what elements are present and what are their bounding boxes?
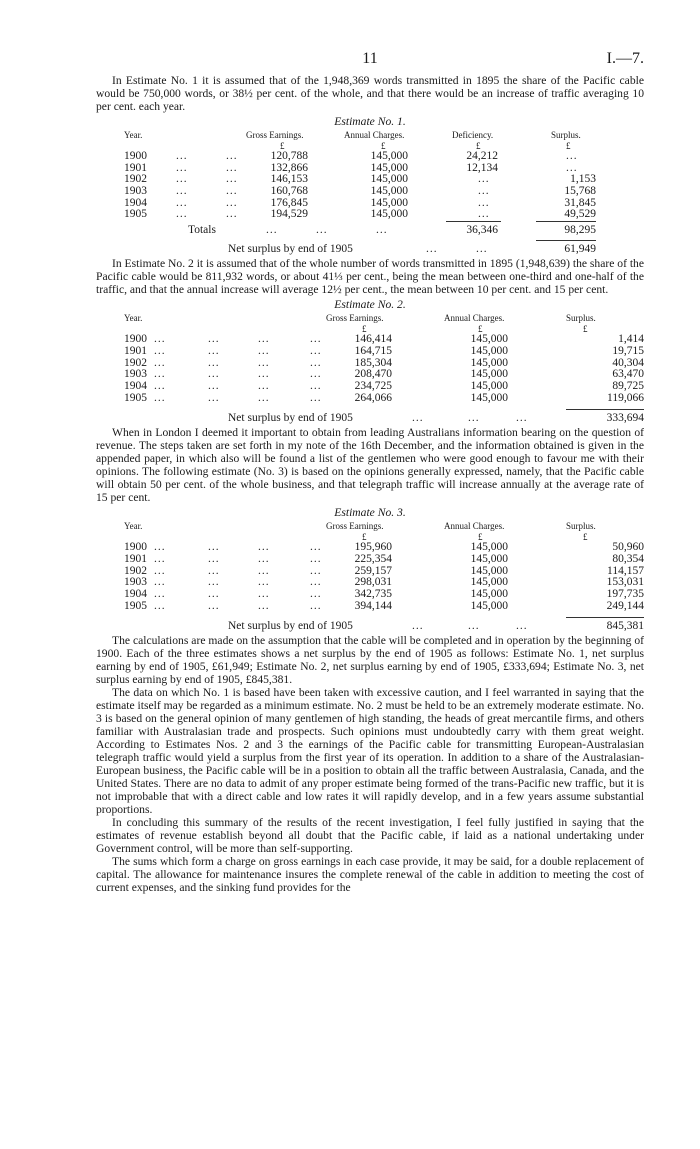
surplus-cell: 89,725 [612, 379, 644, 392]
gross-earnings-cell: 132,866 [270, 161, 308, 174]
annual-charges-cell: 145,000 [370, 150, 408, 162]
leader-dots: ... [154, 391, 166, 404]
leader-dots: ... [310, 356, 322, 369]
table-row [96, 150, 644, 162]
year-cell: 1905 [124, 208, 147, 221]
unit-surplus: £ [583, 532, 588, 543]
estimate-3-header-row [96, 520, 644, 531]
deficiency-cell: ... [478, 196, 490, 209]
totals-deficiency: 36,346 [466, 224, 498, 237]
leader-dots: ... [176, 173, 188, 186]
year-cell: 1900 [124, 541, 147, 554]
leader-dots: ... [258, 356, 270, 369]
leader-dots: ... [412, 412, 424, 425]
unit-annual: £ [381, 141, 386, 151]
surplus-cell: ... [566, 161, 578, 174]
year-cell: 1903 [124, 576, 147, 589]
leader-dots: ... [154, 333, 166, 346]
leader-dots: ... [208, 333, 220, 346]
gross-earnings-cell: 164,715 [354, 344, 392, 357]
deficiency-cell: 24,212 [466, 150, 498, 162]
annual-charges-cell: 145,000 [470, 333, 508, 346]
annual-charges-cell: 145,000 [370, 161, 408, 174]
surplus-cell: 63,470 [612, 368, 644, 381]
table-row [96, 392, 644, 404]
gross-earnings-cell: 120,788 [270, 150, 308, 162]
unit-deficiency: £ [476, 141, 481, 151]
annual-charges-cell: 145,000 [470, 599, 508, 612]
annual-charges-cell: 145,000 [470, 391, 508, 404]
year-cell: 1900 [124, 333, 147, 346]
leader-dots: ... [226, 173, 238, 186]
leader-dots: ... [316, 224, 328, 237]
net-rule [566, 409, 644, 410]
estimate-2-caption: Estimate No. 2. [334, 298, 406, 312]
estimate-1-caption: Estimate No. 1. [334, 115, 406, 128]
surplus-cell: 197,735 [606, 588, 644, 600]
gross-earnings-cell: 298,031 [354, 576, 392, 589]
estimate-2-rows [96, 333, 644, 403]
leader-dots: ... [310, 552, 322, 565]
annual-charges-cell: 145,000 [470, 368, 508, 381]
estimate-3-table [96, 520, 644, 634]
year-cell: 1902 [124, 564, 147, 577]
leader-dots: ... [176, 196, 188, 209]
surplus-cell: ... [566, 150, 578, 162]
gross-earnings-cell: 394,144 [354, 599, 392, 612]
year-cell: 1901 [124, 344, 147, 357]
deficiency-cell: ... [478, 208, 490, 221]
leader-dots: ... [208, 379, 220, 392]
leader-dots: ... [376, 224, 388, 237]
surplus-cell: 114,157 [607, 564, 644, 577]
leader-dots: ... [310, 391, 322, 404]
net-surplus-value: 333,694 [606, 412, 644, 425]
leader-dots: ... [154, 356, 166, 369]
col-annual-header: Annual Charges. [444, 313, 505, 324]
table-row [96, 173, 644, 185]
leader-dots: ... [310, 344, 322, 357]
unit-surplus: £ [583, 324, 588, 335]
totals-rule-deficiency [446, 221, 501, 222]
calculations-paragraph: The calculations are made on the assumption that the cable will be completed and in operation by the beginning of 1900. Each of the three estimates shows a net surplus by the end of 1905 as follows: Estimate No. 1, net surplus earning by end of 1905, £61,949; Estimate No. 2, net surplus earning by end of 1905, £333,694; Estimate No. 3, net surplus earning by end of 1905, £845,381. [96, 634, 644, 687]
leader-dots: ... [468, 620, 480, 633]
gross-earnings-cell: 342,735 [354, 588, 392, 600]
unit-gross: £ [362, 324, 367, 335]
leader-dots: ... [226, 150, 238, 162]
table-row [96, 368, 644, 380]
leader-dots: ... [176, 185, 188, 198]
leader-dots: ... [258, 564, 270, 577]
net-rule [536, 240, 596, 241]
leader-dots: ... [208, 356, 220, 369]
year-cell: 1903 [124, 185, 147, 198]
estimate-1-intro: In Estimate No. 1 it is assumed that of the 1,948,369 words transmitted in 1895 the share of the Pacific cable would be 750,000 words, or 38½ per cent. of the whole, and that there would be an increase of traffic averaging 10 per cent. each year. [96, 74, 644, 113]
unit-gross: £ [362, 532, 367, 543]
estimate-3-rows [96, 541, 644, 611]
unit-annual: £ [478, 324, 483, 335]
leader-dots: ... [516, 620, 528, 633]
estimate-2-table [96, 312, 644, 426]
leader-dots: ... [208, 552, 220, 565]
leader-dots: ... [516, 412, 528, 425]
leader-dots: ... [176, 208, 188, 221]
table-row [96, 588, 644, 600]
year-cell: 1900 [124, 150, 147, 162]
surplus-cell: 40,304 [612, 356, 644, 369]
sums-paragraph: The sums which form a charge on gross earnings in each case provide, it may be said, for a double replacement of capital. The allowance for maintenance insures the complete renewal of the cable in addition to meeting the cost of current expenses, and the sinking fund provides for the [96, 855, 644, 895]
gross-earnings-cell: 234,725 [354, 379, 392, 392]
gross-earnings-cell: 185,304 [354, 356, 392, 369]
leader-dots: ... [154, 552, 166, 565]
totals-rule-surplus [536, 221, 596, 222]
page-number: 11 [362, 50, 378, 67]
estimate-1-header-row [96, 129, 644, 140]
leader-dots: ... [176, 161, 188, 174]
net-surplus-label: Net surplus by end of 1905 [228, 412, 353, 425]
estimate-1-unit-row [96, 140, 644, 150]
leader-dots: ... [226, 196, 238, 209]
year-cell: 1904 [124, 196, 147, 209]
leader-dots: ... [310, 564, 322, 577]
year-cell: 1904 [124, 588, 147, 600]
unit-surplus: £ [566, 141, 571, 151]
estimate-2-unit-row [96, 323, 644, 333]
annual-charges-cell: 145,000 [370, 185, 408, 198]
annual-charges-cell: 145,000 [470, 541, 508, 554]
gross-earnings-cell: 146,153 [270, 173, 308, 186]
leader-dots: ... [208, 391, 220, 404]
year-cell: 1901 [124, 161, 147, 174]
net-surplus-value: 61,949 [564, 243, 596, 256]
leader-dots: ... [310, 588, 322, 600]
year-cell: 1905 [124, 391, 147, 404]
surplus-cell: 249,144 [606, 599, 644, 612]
leader-dots: ... [208, 588, 220, 600]
estimate-3-caption: Estimate No. 3. [334, 506, 406, 520]
col-surplus-header: Surplus. [566, 313, 596, 324]
table-row [96, 185, 644, 197]
estimate-2-intro: In Estimate No. 2 it is assumed that of the whole number of words transmitted in 1895 (1,948,639) the share of the Pacific cable would be 811,932 words, or about 41⅓ per cent., being the mean between one-third and one-half of the traffic, and that the annual increase will average 12½ per cent., the mean between 10 per cent. and 15 per cent. [96, 257, 644, 297]
col-surplus-header: Surplus. [566, 521, 596, 532]
col-annual-header: Annual Charges. [344, 130, 405, 140]
leader-dots: ... [258, 599, 270, 612]
year-cell: 1902 [124, 173, 147, 186]
table-row [96, 576, 644, 588]
table-row [96, 333, 644, 345]
gross-earnings-cell: 146,414 [354, 333, 392, 346]
surplus-cell: 15,768 [564, 185, 596, 198]
leader-dots: ... [258, 576, 270, 589]
leader-dots: ... [310, 368, 322, 381]
leader-dots: ... [258, 379, 270, 392]
leader-dots: ... [154, 588, 166, 600]
leader-dots: ... [258, 391, 270, 404]
year-cell: 1904 [124, 379, 147, 392]
col-gross-header: Gross Earnings. [326, 313, 384, 324]
leader-dots: ... [226, 161, 238, 174]
leader-dots: ... [226, 208, 238, 221]
annual-charges-cell: 145,000 [470, 344, 508, 357]
annual-charges-cell: 145,000 [470, 552, 508, 565]
leader-dots: ... [426, 243, 438, 256]
annual-charges-cell: 145,000 [470, 576, 508, 589]
gross-earnings-cell: 195,960 [354, 541, 392, 554]
col-year-header: Year. [124, 313, 143, 324]
leader-dots: ... [208, 368, 220, 381]
table-row [96, 553, 644, 565]
leader-dots: ... [468, 412, 480, 425]
col-gross-header: Gross Earnings. [246, 130, 304, 140]
year-cell: 1905 [124, 599, 147, 612]
col-year-header: Year. [124, 130, 143, 140]
surplus-cell: 153,031 [606, 576, 644, 589]
estimate-2-net-row [96, 412, 644, 426]
leader-dots: ... [258, 541, 270, 554]
gross-earnings-cell: 194,529 [270, 208, 308, 221]
estimate-2-header-row [96, 312, 644, 323]
leader-dots: ... [258, 552, 270, 565]
leader-dots: ... [154, 344, 166, 357]
leader-dots: ... [176, 150, 188, 162]
leader-dots: ... [208, 576, 220, 589]
table-row [96, 380, 644, 392]
leader-dots: ... [258, 588, 270, 600]
leader-dots: ... [412, 620, 424, 633]
deficiency-cell: ... [478, 185, 490, 198]
col-surplus-header: Surplus. [551, 130, 581, 140]
leader-dots: ... [310, 541, 322, 554]
annual-charges-cell: 145,000 [470, 356, 508, 369]
leader-dots: ... [258, 344, 270, 357]
net-surplus-label: Net surplus by end of 1905 [228, 620, 353, 633]
table-row [96, 197, 644, 209]
annual-charges-cell: 145,000 [370, 208, 408, 221]
net-surplus-value: 845,381 [606, 620, 644, 633]
leader-dots: ... [154, 576, 166, 589]
gross-earnings-cell: 176,845 [270, 196, 308, 209]
annual-charges-cell: 145,000 [470, 588, 508, 600]
estimate-1-totals-row [96, 224, 644, 240]
conclusion-paragraph: In concluding this summary of the results of the recent investigation, I feel fully justified in saying that the estimates of revenue establish beyond all doubt that the Pacific cable, if laid as a national undertaking under Government control, will be more than self-supporting. [96, 816, 644, 856]
estimate-1-table [96, 129, 644, 257]
surplus-cell: 1,153 [570, 173, 596, 186]
table-row [96, 208, 644, 220]
totals-surplus: 98,295 [564, 224, 596, 237]
document-reference: I.—7. [606, 50, 644, 67]
leader-dots: ... [476, 243, 488, 256]
leader-dots: ... [226, 185, 238, 198]
table-row [96, 345, 644, 357]
deficiency-cell: ... [478, 173, 490, 186]
year-cell: 1903 [124, 368, 147, 381]
leader-dots: ... [208, 541, 220, 554]
surplus-cell: 1,414 [618, 333, 644, 346]
leader-dots: ... [310, 333, 322, 346]
leader-dots: ... [154, 541, 166, 554]
table-row [96, 600, 644, 612]
estimate-3-unit-row [96, 531, 644, 541]
estimate-1-rows [96, 150, 644, 220]
leader-dots: ... [266, 224, 278, 237]
table-row [96, 162, 644, 174]
gross-earnings-cell: 225,354 [354, 552, 392, 565]
leader-dots: ... [258, 368, 270, 381]
surplus-cell: 119,066 [607, 391, 644, 404]
unit-annual: £ [478, 532, 483, 543]
gross-earnings-cell: 208,470 [354, 368, 392, 381]
estimate-1-net-row [96, 243, 644, 257]
surplus-cell: 19,715 [612, 344, 644, 357]
annual-charges-cell: 145,000 [370, 173, 408, 186]
leader-dots: ... [258, 333, 270, 346]
leader-dots: ... [208, 564, 220, 577]
annual-charges-cell: 145,000 [370, 196, 408, 209]
col-gross-header: Gross Earnings. [326, 521, 384, 532]
document-page [96, 52, 644, 894]
table-row [96, 357, 644, 369]
net-surplus-label: Net surplus by end of 1905 [228, 243, 353, 256]
estimate-3-net-row [96, 620, 644, 634]
table-row [96, 541, 644, 553]
surplus-cell: 50,960 [612, 541, 644, 554]
surplus-cell: 80,354 [612, 552, 644, 565]
leader-dots: ... [310, 576, 322, 589]
leader-dots: ... [310, 599, 322, 612]
table-row [96, 565, 644, 577]
leader-dots: ... [208, 344, 220, 357]
leader-dots: ... [310, 379, 322, 392]
page-header [96, 52, 644, 74]
surplus-cell: 49,529 [564, 208, 596, 221]
leader-dots: ... [154, 599, 166, 612]
london-paragraph: When in London I deemed it important to obtain from leading Australians information bearing on the question of revenue. The steps taken are set forth in my note of the 16th December, and the information obtained is given in the appended paper, in which also will be found a list of the gentlemen who were good enough to favour me with their opinions. The following estimate (No. 3) is based on the opinions generally expressed, namely, that the Pacific cable will obtain 50 per cent. of the whole business, and that telegraph traffic will increase annually at the average rate of 15 per cent. [96, 426, 644, 505]
deficiency-cell: 12,134 [466, 161, 498, 174]
gross-earnings-cell: 264,066 [354, 391, 392, 404]
annual-charges-cell: 145,000 [470, 564, 508, 577]
surplus-cell: 31,845 [564, 196, 596, 209]
data-basis-paragraph: The data on which No. 1 is based have been taken with excessive caution, and I feel warranted in saying that the estimate itself may be regarded as a minimum estimate. No. 2 must be held to be an extremely moderate estimate. No. 3 is based on the general opinion of many gentlemen of high standing, the heads of great mercantile firms, and others familiar with Australasian trade and prospects. Such opinions must undoubtedly carry with them great weight. According to Estimates Nos. 2 and 3 the earnings of the Pacific cable for transmitting European-Australasian telegraph traffic would yield a surplus from the first year of its operation. In addition to a share of the Australasian-European business, the Pacific cable will be in a position to obtain all the traffic between Australasia, Canada, and the United States. There are no data to admit of any proper estimate being formed of the trans-Pacific new traffic, but it is not improbable that with a direct cable and low rates it will rapidly develop, and in a few years assume substantial proportions. [96, 686, 644, 817]
col-deficiency-header: Deficiency. [452, 130, 494, 140]
net-rule [566, 617, 644, 618]
col-year-header: Year. [124, 521, 143, 532]
year-cell: 1902 [124, 356, 147, 369]
year-cell: 1901 [124, 552, 147, 565]
leader-dots: ... [154, 379, 166, 392]
leader-dots: ... [154, 564, 166, 577]
leader-dots: ... [154, 368, 166, 381]
annual-charges-cell: 145,000 [470, 379, 508, 392]
totals-label: Totals [188, 224, 216, 237]
gross-earnings-cell: 259,157 [354, 564, 392, 577]
unit-gross: £ [280, 141, 285, 151]
leader-dots: ... [208, 599, 220, 612]
col-annual-header: Annual Charges. [444, 521, 505, 532]
gross-earnings-cell: 160,768 [270, 185, 308, 198]
